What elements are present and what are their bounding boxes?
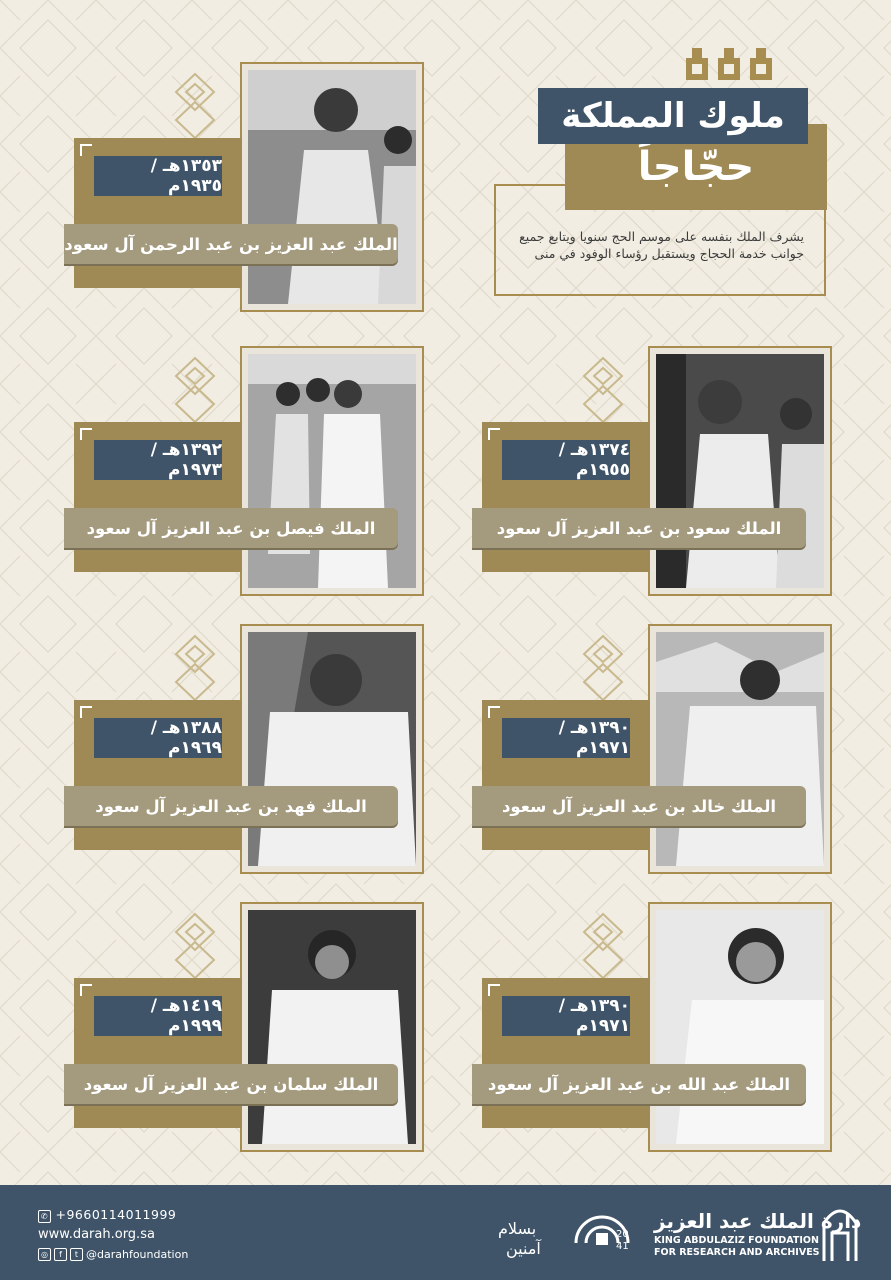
king-name: الملك سلمان بن عبد العزيز آل سعود — [64, 1064, 398, 1104]
page-title: ملوك المملكة — [538, 88, 808, 144]
king-card — [64, 62, 424, 312]
king-card — [64, 902, 424, 1152]
ornament-icon — [168, 70, 222, 142]
foundation-logo-en-2: FOR RESEARCH AND ARCHIVES — [654, 1247, 820, 1258]
king-name: الملك فيصل بن عبد العزيز آل سعود — [64, 508, 398, 548]
king-date: ١٣٨٨هـ / ١٩٦٩م — [94, 718, 222, 758]
footer-social[interactable] — [38, 1248, 188, 1261]
foundation-emblem-icon — [820, 1203, 860, 1263]
king-date: ١٣٩٢هـ / ١٩٧٣م — [94, 440, 222, 480]
king-date: ١٣٩٠هـ / ١٩٧١م — [502, 996, 630, 1036]
king-photo-image — [656, 910, 824, 1144]
king-photo-image — [248, 70, 416, 304]
ornament-icon — [672, 48, 792, 90]
vision-year — [616, 1229, 629, 1253]
corner-mark — [80, 144, 92, 156]
corner-mark — [488, 706, 500, 718]
ornament-icon — [168, 354, 222, 426]
king-photo — [248, 354, 416, 588]
king-photo-image — [656, 354, 824, 588]
page-subtitle: حجّاجاً — [565, 124, 827, 210]
king-photo — [656, 632, 824, 866]
king-photo — [656, 910, 824, 1144]
twitter-icon[interactable]: t — [70, 1248, 83, 1261]
vision-year-2: 41 — [616, 1241, 629, 1252]
king-date: ١٣٥٣هـ / ١٩٣٥م — [94, 156, 222, 196]
king-card — [472, 902, 832, 1152]
footer — [0, 1185, 891, 1280]
slogan-line1: بسلام — [498, 1219, 537, 1238]
king-card — [64, 624, 424, 874]
king-name: الملك فهد بن عبد العزيز آل سعود — [64, 786, 398, 826]
ornament-icon — [576, 354, 630, 426]
king-photo-image — [248, 632, 416, 866]
king-name: الملك عبد العزيز بن عبد الرحمن آل سعود — [64, 224, 398, 264]
corner-mark — [80, 428, 92, 440]
king-card — [64, 346, 424, 596]
instagram-icon[interactable]: ◎ — [38, 1248, 51, 1261]
slogan-line2: آمنين — [506, 1239, 541, 1258]
king-name: الملك عبد الله بن عبد العزيز آل سعود — [472, 1064, 806, 1104]
corner-mark — [80, 984, 92, 996]
king-photo — [248, 70, 416, 304]
king-name: الملك سعود بن عبد العزيز آل سعود — [472, 508, 806, 548]
king-date: ١٣٧٤هـ / ١٩٥٥م — [502, 440, 630, 480]
corner-mark — [80, 706, 92, 718]
social-handle: @darahfoundation — [86, 1248, 189, 1261]
phone-number: +9660114011999 — [55, 1207, 177, 1222]
ornament-icon — [576, 910, 630, 982]
foundation-logo-ar: دارة الملك عبد العزيز — [654, 1209, 862, 1233]
foundation-logo-en-1: KING ABDULAZIZ FOUNDATION — [654, 1235, 819, 1246]
ornament-icon — [576, 632, 630, 704]
king-card — [472, 346, 832, 596]
king-photo — [656, 354, 824, 588]
king-photo-image — [656, 632, 824, 866]
corner-mark — [488, 428, 500, 440]
king-photo — [248, 910, 416, 1144]
king-photo-image — [248, 354, 416, 588]
page-description: يشرف الملك بنفسه على موسم الحج سنويا ويتابع جميع جوانب خدمة الحجاج ويستقبل رؤساء الوفود في منى — [519, 229, 804, 261]
king-photo — [248, 632, 416, 866]
facebook-icon[interactable]: f — [54, 1248, 67, 1261]
vision-year-1: 20 — [616, 1229, 629, 1240]
footer-website[interactable]: www.darah.org.sa — [38, 1227, 155, 1242]
ornament-icon — [168, 632, 222, 704]
king-card — [472, 624, 832, 874]
king-date: ١٤١٩هـ / ١٩٩٩م — [94, 996, 222, 1036]
ornament-icon — [168, 910, 222, 982]
corner-mark — [488, 984, 500, 996]
footer-phone[interactable] — [38, 1207, 176, 1223]
king-date: ١٣٩٠هـ / ١٩٧١م — [502, 718, 630, 758]
whatsapp-icon: ✆ — [38, 1210, 51, 1223]
king-photo-image — [248, 910, 416, 1144]
king-name: الملك خالد بن عبد العزيز آل سعود — [472, 786, 806, 826]
